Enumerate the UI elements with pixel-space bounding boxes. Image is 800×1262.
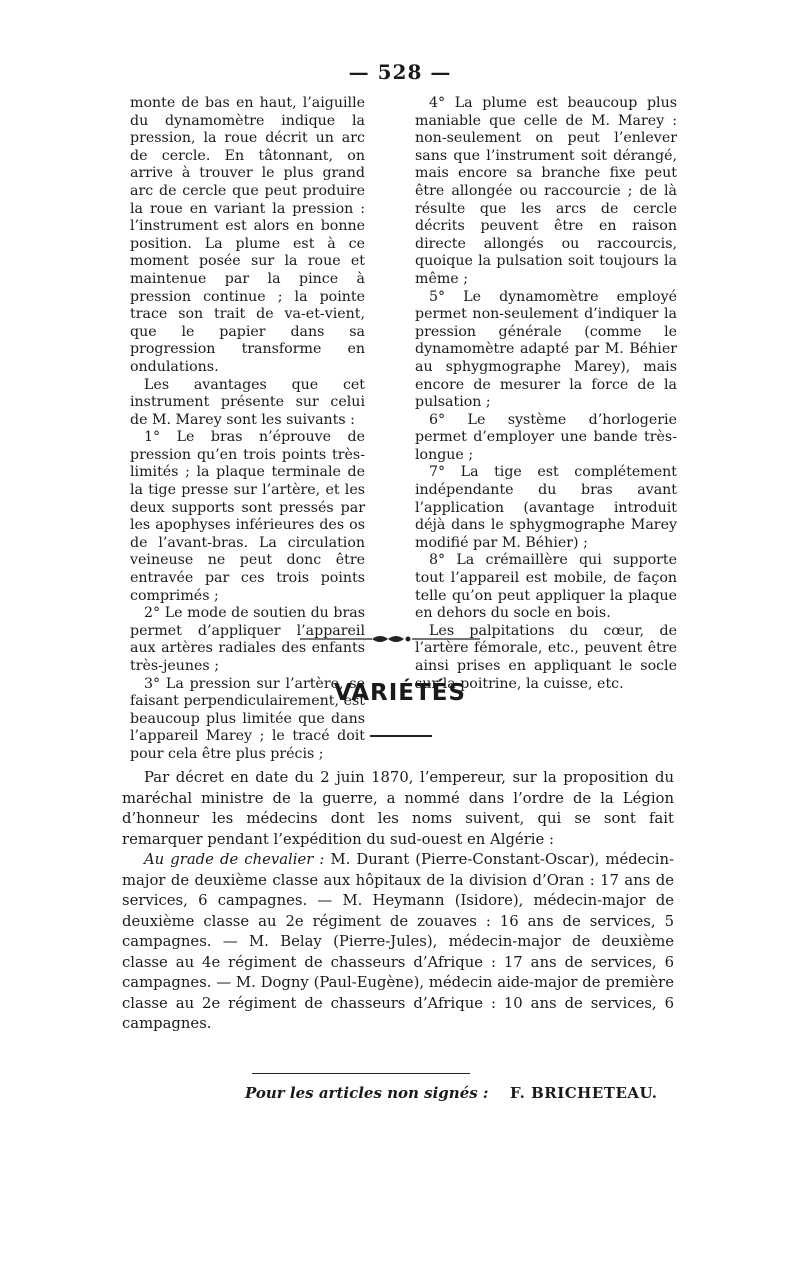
section-body: [122, 768, 674, 1035]
grade-text: M. Durant (Pierre-Constant-Oscar), médecin-major de deuxième classe aux hôpitaux de la division d’Oran : 17 ans de services, 6 campagnes. — M. Heymann (Isidore), médecin-major de deuxième classe au 2e régiment de zouaves : 16 ans de services, 5 campagnes. — M. Belay (Pierre-Jules), médecin-major de deuxième classe au 4e régiment de chasseurs d’Afrique : 17 ans de services, 6 campagnes. — M. Dogny (Paul-Eugène), médecin aide-major de première classe au 2e régiment de chasseurs d’Afrique : 10 ans de services, 6 campagnes.: [122, 851, 674, 1032]
section-paragraph: Par décret en date du 2 juin 1870, l’empereur, sur la proposition du maréchal ministre de la guerre, a nommé dans l’ordre de la Légion d’honneur les médecins dont les noms suivent, qui se sont fait remarquer pendant l’expédition du sud-ouest en Algérie :: [122, 769, 674, 848]
section-title: VARIÉTÉS: [334, 680, 466, 706]
right-paragraph: 7° La tige est complétement indépendante du bras avant l’application (avantage introduit déjà dans le sphygmographe Marey modifié par M. Béhier) ;: [415, 464, 677, 551]
left-paragraph: monte de bas en haut, l’aiguille du dynamomètre indique la pression, la roue décrit un arc de cercle. En tâtonnant, on arrive à trouver le plus grand arc de cercle que peut produire la roue en variant la pression : l’instrument est alors en bonne position. La plume est à ce moment posée sur la roue et maintenue par la pince à pression continue ; la pointe trace son trait de va-et-vient, que le papier dans sa progression transforme en ondulations.: [130, 95, 365, 375]
right-column: [415, 95, 677, 693]
signature-label: Pour les articles non signés :: [245, 1084, 489, 1102]
left-paragraph: Les avantages que cet instrument présente sur celui de M. Marey sont les suivants :: [130, 376, 365, 428]
left-paragraph: 3° La pression sur l’artère, se faisant perpendiculairement, est beaucoup plus limitée que dans l’appareil Marey ; le tracé doit pour cela être plus précis ;: [130, 675, 365, 762]
title-rule: [370, 735, 432, 737]
footer-rule: [252, 1073, 470, 1074]
right-paragraph: 8° La crémaillère qui supporte tout l’appareil est mobile, de façon telle qu’on peut appliquer la plaque en dehors du socle en bois.: [415, 552, 677, 622]
left-column: [130, 95, 365, 764]
signature-name: F. BRICHETEAU.: [510, 1084, 658, 1102]
grade-label: Au grade de chevalier :: [144, 851, 325, 868]
right-paragraph: 4° La plume est beaucoup plus maniable que celle de M. Marey : non-seulement on peut l’enlever sans que l’instrument soit dérangé, mais encore sa branche fixe peut être allongée ou raccourcie ; de là résulte que les arcs de cercle décrits peuvent être en raison directe allongés ou raccourcis, quoique la pulsation soit toujours la même ;: [415, 95, 677, 287]
ornament-divider: [300, 633, 480, 645]
left-paragraph: 2° Le mode de soutien du bras permet d’appliquer l’appareil aux artères radiales des enfants très-jeunes ;: [130, 605, 365, 674]
right-paragraph: Les palpitations du cœur, de l’artère fémorale, etc., peuvent être ainsi prises en appliquant le socle sur la poitrine, la cuisse, etc.: [415, 622, 677, 692]
grade-paragraph: [122, 850, 674, 1035]
page-number: — 528 —: [348, 60, 452, 84]
right-paragraph: 5° Le dynamomètre employé permet non-seulement d’indiquer la pression générale (comme le dynamomètre adapté par M. Béhier au sphygmographe Marey), mais encore de mesurer la force de la pulsation ;: [415, 288, 677, 411]
right-paragraph: 6° Le système d’horlogerie permet d’employer une bande très-longue ;: [415, 411, 677, 463]
left-paragraph: 1° Le bras n’éprouve de pression qu’en trois points très-limités ; la plaque terminale de la tige presse sur l’artère, et les deux supports sont pressés par les apophyses inférieures des os de l’avant-bras. La circulation veineuse ne peut donc être entravée par ces trois points comprimés ;: [130, 429, 365, 604]
